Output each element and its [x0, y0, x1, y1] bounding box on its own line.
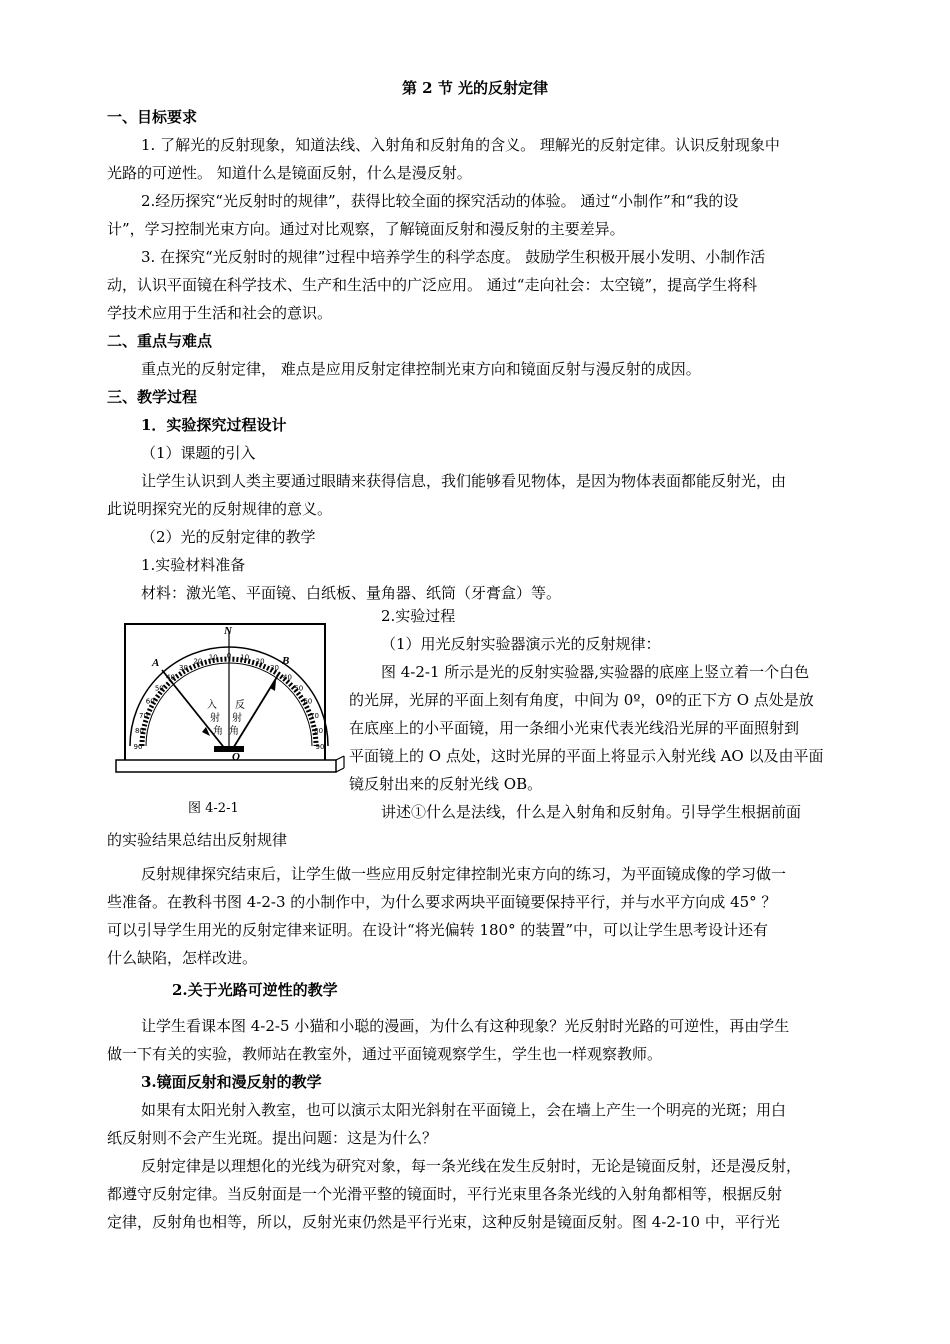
subheading-mirror-diffuse: 3.镜面反射和漫反射的教学	[141, 1073, 322, 1091]
reflect-angle-char-2: 射	[232, 713, 242, 724]
after-line-1: 反射规律探究结束后，让学生做一些应用反射定律控制光束方向的练习，为平面镜成像的学习做一	[141, 865, 787, 883]
scale-label-L-5: 40	[166, 673, 175, 682]
goal-3-line-2: 动，认识平面镜在科学技术、生产和生活中的广泛应用。 通过“走向社会：太空镜”，提高学生将科	[107, 276, 758, 294]
light-screen	[125, 624, 325, 762]
intro-line-1: 让学生认识到人类主要通过眼睛来获得信息，我们能够看见物体，是因为物体表面都能反射光，由	[141, 472, 787, 490]
scale-label-R-8: 90	[315, 743, 325, 751]
subheading-experiment-design: 1．实验探究过程设计	[141, 416, 287, 434]
reversibility-line-2: 做一下有关的实验，教师站在教室外，通过平面镜观察学生，学生也一样观察教师。	[107, 1045, 663, 1063]
scale-label-R-4: 50	[294, 684, 304, 693]
reversibility-line-1: 让学生看课本图 4-2-5 小猫和小聪的漫画，为什么有这种现象？光反射时光路的可逆性，再由学生	[141, 1017, 790, 1035]
reflect-angle-char-1: 反	[235, 700, 245, 711]
incident-angle-char-3: 角	[213, 726, 223, 737]
scale-label-L-6: 30	[179, 664, 188, 673]
base-edge-top	[336, 756, 344, 760]
reflected-ray-ob	[232, 672, 280, 750]
process-heading: 2.实验过程	[381, 607, 456, 625]
reflection-apparatus-figure	[110, 618, 350, 790]
section-heading-keypoints: 二、重点与难点	[107, 332, 213, 350]
process-step-1: （1）用光反射实验器演示光的反射规律：	[381, 635, 661, 653]
mirror-line-4: 都遵守反射定律。当反射面是一个光滑平整的镜面时，平行光束里各条光线的入射角都相等，根据反射	[107, 1185, 783, 1203]
materials-heading: 1.实验材料准备	[141, 556, 246, 574]
goal-3-line-1: 3. 在探究“光反射时的规律”过程中培养学生的科学态度。 鼓励学生积极开展小发明、小制作活	[141, 248, 766, 266]
goal-2-line-2: 计”，学习控制光束方向。通过对比观察，了解镜面反射和漫反射的主要差异。	[107, 220, 625, 238]
after-line-2: 些准备。在教科书图 4-2-3 的小制作中，为什么要求两块平面镜要保持平行，并与水平方向成 45° ？	[107, 893, 777, 911]
mirror-line-5: 定律，反射角也相等，所以，反射光束仍然是平行光束，这种反射是镜面反射。图 4-2-10 中，平行光	[107, 1213, 780, 1231]
scale-label-L-1: 80	[134, 727, 144, 736]
section-heading-goals: 一、目标要求	[107, 108, 198, 126]
scale-label-L-0: 90	[133, 743, 143, 751]
apparatus-desc-line-2: 的光屏，光屏的平面上刻有角度，中间为 0º，0º的正下方 O 点处是放	[349, 691, 814, 709]
label-b: B	[282, 655, 290, 667]
scale-label-L-2: 70	[139, 711, 148, 720]
scale-label-R-0: 10	[240, 653, 250, 662]
explain-line-1: 讲述①什么是法线，什么是入射角和反射角。引导学生根据前面	[381, 803, 802, 821]
apparatus-desc-line-5: 镜反射出来的反射光线 OB。	[349, 775, 543, 793]
scale-label-R-3: 40	[283, 673, 292, 682]
label-a: A	[152, 657, 160, 669]
scale-label-R-2: 30	[270, 664, 279, 673]
incident-angle-char-1: 入	[207, 700, 217, 711]
apparatus-desc-line-3: 在底座上的小平面镜，用一条细小光束代表光线沿光屏的平面照射到	[349, 719, 800, 737]
mirror-line-3: 反射定律是以理想化的光线为研究对象，每一条光线在发生反射时，无论是镜面反射，还是漫反射，	[141, 1157, 802, 1175]
after-line-3: 可以引导学生用光的反射定律来证明。在设计“将光偏转 180° 的装置”中，可以让学生思考设计还有	[107, 921, 769, 939]
label-n: N	[224, 625, 232, 637]
incident-angle-char-2: 射	[210, 713, 220, 724]
apparatus-desc-line-4: 平面镜上的 O 点处，这时光屏的平面上将显示入射光线 AO 以及由平面	[349, 747, 824, 765]
section-heading-process: 三、教学过程	[107, 388, 198, 406]
reflect-angle-char-3: 角	[229, 726, 239, 737]
scale-label-L-7: 20	[193, 657, 203, 666]
mirror-line-2: 纸反射则不会产生光斑。提出问题：这是为什么？	[107, 1129, 438, 1147]
scale-label-R-5: 60	[303, 697, 313, 706]
goal-2-line-1: 2.经历探究“光反射时的规律”，获得比较全面的探究活动的体验。 通过“小制作”和“我的设	[141, 192, 739, 210]
scale-label-L-4: 50	[154, 684, 164, 693]
goal-3-line-3: 学技术应用于生活和社会的意识。	[107, 304, 333, 322]
page-title: 第 2 节 光的反射定律	[401, 79, 549, 97]
scale-label-L-8: 10	[208, 653, 218, 662]
label-o: O	[232, 751, 240, 763]
keypoints-text: 重点光的反射定律， 难点是应用反射定律控制光束方向和镜面反射与漫反射的成因。	[141, 360, 701, 378]
subheading-reversibility: 2.关于光路可逆性的教学	[172, 981, 338, 999]
apparatus-desc-line-1: 图 4-2-1 所示是光的反射实验器,实验器的底座上竖立着一个白色	[381, 663, 810, 681]
after-line-4: 什么缺陷，怎样改进。	[107, 949, 258, 967]
goal-1-line-2: 光路的可逆性。 知道什么是镜面反射，什么是漫反射。	[107, 164, 472, 182]
explain-line-2: 的实验结果总结出反射规律	[107, 831, 288, 849]
scale-label-R-7: 80	[314, 727, 324, 736]
scale-label-L-3: 60	[145, 697, 155, 706]
base-edge-bottom	[336, 768, 344, 772]
apparatus-base	[116, 760, 336, 772]
item-intro: （1）课题的引入	[141, 444, 256, 462]
scale-label-R-6: 70	[310, 711, 319, 720]
materials-text: 材料：激光笔、平面镜、白纸板、量角器、纸筒（牙膏盒）等。	[141, 584, 562, 602]
scale-label-L-9: 0	[226, 652, 232, 660]
goal-1-line-1: 1. 了解光的反射现象，知道法线、入射角和反射角的含义。 理解光的反射定律。认识反射现象中	[141, 136, 780, 154]
figure-caption: 图 4-2-1	[188, 801, 239, 816]
mirror-line-1: 如果有太阳光射入教室，也可以演示太阳光斜射在平面镜上，会在墙上产生一个明亮的光斑；用白	[141, 1101, 787, 1119]
intro-line-2: 此说明探究光的反射规律的意义。	[107, 500, 333, 518]
item-law-teaching: （2）光的反射定律的教学	[141, 528, 316, 546]
scale-label-R-1: 20	[255, 657, 265, 666]
